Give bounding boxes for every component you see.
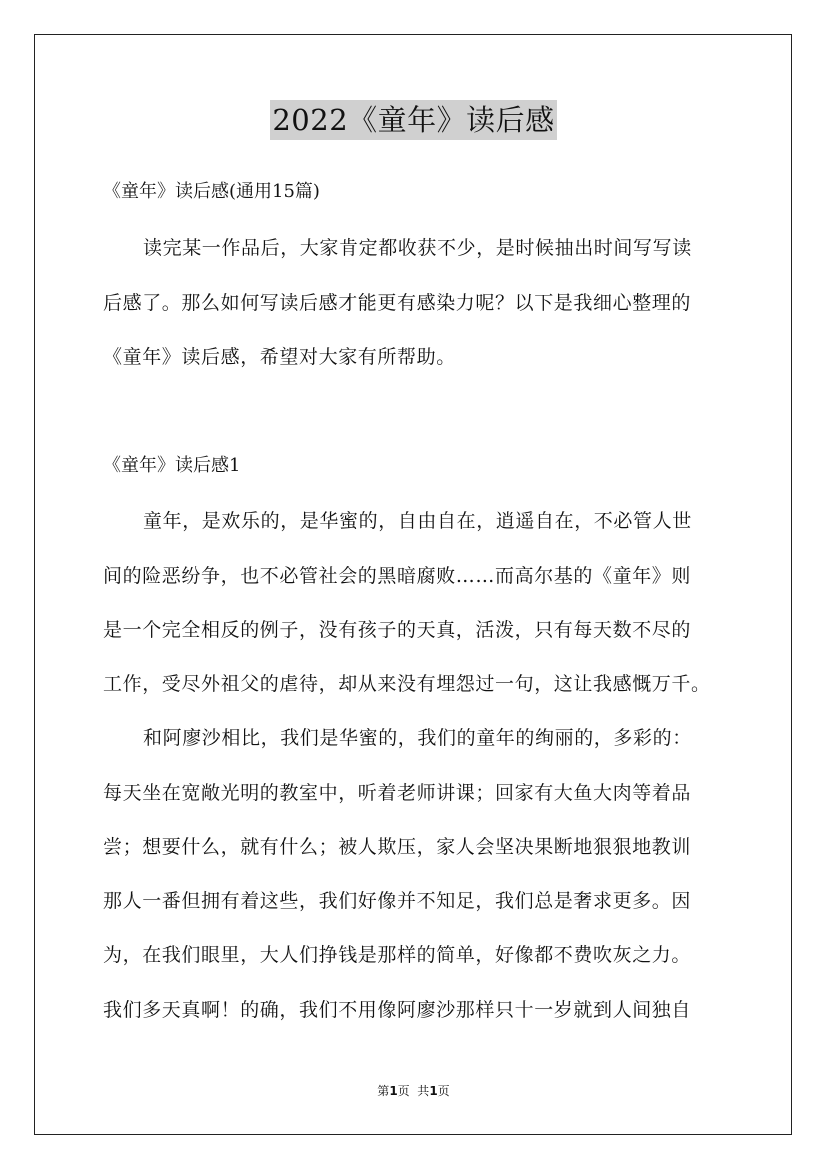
footer-suffix: 页: [437, 1084, 450, 1098]
paragraph-line: 是一个完全相反的例子，没有孩子的天真，活泼，只有每天数不尽的: [103, 619, 692, 641]
page-number-footer: [0, 1083, 827, 1099]
paragraph-line: 那人一番但拥有着这些，我们好像并不知足，我们总是奢求更多。因: [103, 890, 692, 912]
section-heading: 《童年》读后感1: [103, 455, 241, 476]
intro-line: 《童年》读后感，希望对大家有所帮助。: [103, 346, 456, 368]
paragraph-line: 尝；想要什么，就有什么；被人欺压，家人会坚决果断地狠狠地教训: [103, 836, 692, 858]
current-page-number: 1: [389, 1084, 398, 1098]
title-container: [0, 100, 827, 140]
footer-prefix: 第: [377, 1084, 390, 1098]
paragraph-line: 每天坐在宽敞光明的教室中，听着老师讲课；回家有大鱼大肉等着品: [103, 782, 692, 804]
paragraph-line: 工作，受尽外祖父的虐待，却从来没有埋怨过一句，这让我感慨万千。: [103, 673, 711, 695]
paragraph-line: 童年，是欢乐的，是华蜜的，自由自在，逍遥自在，不必管人世: [143, 510, 692, 532]
paragraph-line: 我们多天真啊！的确，我们不用像阿廖沙那样只十一岁就到人间独自: [103, 999, 692, 1021]
document-title: 2022《童年》读后感: [270, 100, 556, 140]
total-page-number: 1: [429, 1084, 438, 1098]
paragraph-line: 和阿廖沙相比，我们是华蜜的，我们的童年的绚丽的，多彩的：: [143, 727, 692, 749]
footer-middle: 页 共: [397, 1084, 430, 1098]
paragraph-line: 为，在我们眼里，大人们挣钱是那样的简单，好像都不费吹灰之力。: [103, 944, 692, 966]
intro-line: 后感了。那么如何写读后感才能更有感染力呢？以下是我细心整理的: [103, 292, 692, 314]
document-subtitle: 《童年》读后感(通用15篇): [103, 181, 320, 202]
intro-line: 读完某一作品后，大家肯定都收获不少，是时候抽出时间写写读: [143, 237, 692, 259]
paragraph-line: 间的险恶纷争，也不必管社会的黑暗腐败……而高尔基的《童年》则: [103, 565, 692, 587]
